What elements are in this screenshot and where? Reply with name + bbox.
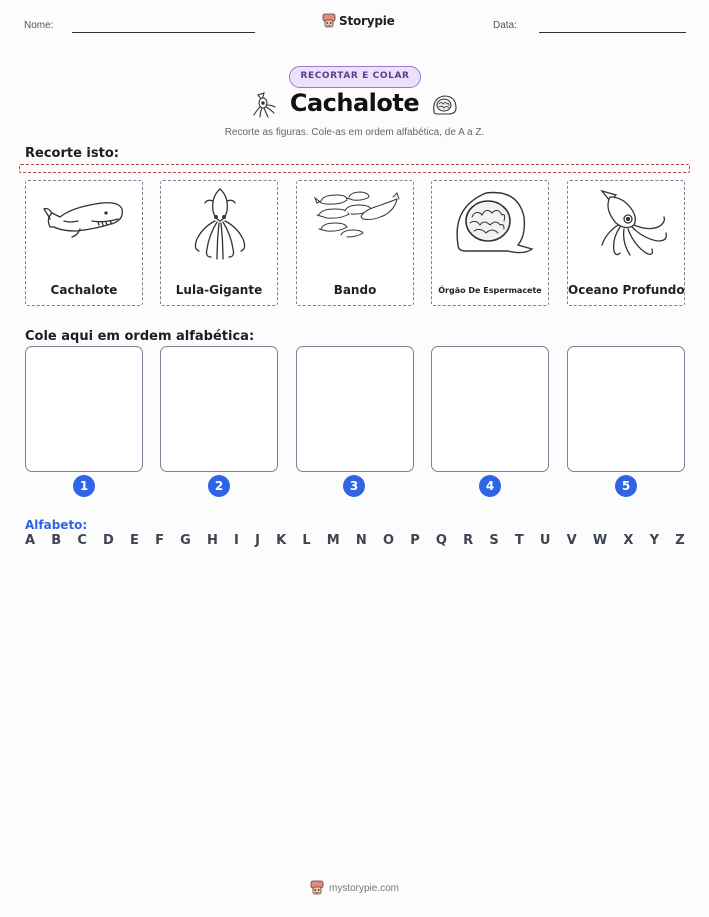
alphabet-letter: A (25, 533, 36, 548)
activity-badge: RECORTAR E COLAR (289, 66, 421, 88)
alphabet-letter: B (51, 533, 62, 548)
number-badge-1: 1 (73, 475, 95, 497)
spermaceti-title-icon (430, 92, 458, 120)
whale-pod-icon (311, 187, 401, 263)
alphabet-letter: O (382, 533, 395, 548)
paste-box-4[interactable] (431, 346, 549, 472)
alphabet-letter: S (489, 533, 499, 548)
alphabet-letter: U (539, 533, 551, 548)
card-label: Lula-Gigante (175, 283, 263, 297)
alphabet-letter: R (463, 533, 474, 548)
page-title: Cachalote (289, 89, 420, 117)
cut-line (19, 164, 690, 173)
card-label: Órgão De Espermacete (438, 286, 542, 295)
number-badge-5: 5 (615, 475, 637, 497)
card-label: Cachalote (50, 283, 118, 297)
alphabet-letter: C (77, 533, 87, 548)
alphabet-letter: N (355, 533, 367, 548)
alphabet-letter: I (234, 533, 239, 548)
cut-section-title: Recorte isto: (25, 146, 119, 161)
cutout-card-cachalote[interactable] (25, 180, 143, 306)
alphabet-row (25, 533, 685, 548)
mascot-icon (322, 13, 336, 29)
paste-box-3[interactable] (296, 346, 414, 472)
alphabet-letter: G (180, 533, 191, 548)
alphabet-letter: P (410, 533, 420, 548)
paste-box-5[interactable] (567, 346, 685, 472)
alphabet-letter: V (566, 533, 577, 548)
card-label: Bando (333, 283, 377, 297)
alphabet-letter: X (623, 533, 634, 548)
cutout-card-oceano-profundo[interactable] (567, 180, 685, 306)
alphabet-letter: E (130, 533, 139, 548)
alphabet-letter: T (514, 533, 524, 548)
footer-site[interactable]: mystorypie.com (328, 882, 399, 894)
alphabet-title: Alfabeto: (25, 518, 88, 532)
alphabet-letter: Y (649, 533, 660, 548)
alphabet-letter: Q (435, 533, 447, 548)
date-label: Data: (493, 20, 517, 31)
cutout-card-bando[interactable] (296, 180, 414, 306)
number-badge-4: 4 (479, 475, 501, 497)
name-line[interactable] (72, 32, 255, 33)
footer (0, 880, 709, 896)
mascot-icon (310, 880, 324, 896)
alphabet-letter: M (326, 533, 340, 548)
cutout-card-lula-gigante[interactable] (160, 180, 278, 306)
alphabet-letter: K (276, 533, 287, 548)
deep-ocean-squid-icon (582, 187, 672, 263)
spermaceti-organ-icon (446, 187, 536, 263)
number-badge-3: 3 (343, 475, 365, 497)
alphabet-letter: L (302, 533, 311, 548)
alphabet-letter: Z (675, 533, 685, 548)
number-badge-2: 2 (208, 475, 230, 497)
instructions: Recorte as figuras. Cole-as em ordem alfabética, de A a Z. (224, 127, 485, 138)
paste-box-2[interactable] (160, 346, 278, 472)
alphabet-letter: F (155, 533, 164, 548)
alphabet-letter: J (255, 533, 260, 548)
storypie-logo (322, 13, 395, 29)
sperm-whale-icon (40, 187, 130, 263)
alphabet-letter: H (206, 533, 218, 548)
alphabet-letter: W (592, 533, 608, 548)
paste-box-1[interactable] (25, 346, 143, 472)
giant-squid-icon (175, 187, 265, 263)
card-label: Oceano Profundo (568, 283, 685, 297)
date-line[interactable] (539, 32, 686, 33)
alphabet-letter: D (103, 533, 114, 548)
cutout-card-orgao-espermacete[interactable] (431, 180, 549, 306)
brand-name: Storypie (339, 14, 395, 28)
paste-section-title: Cole aqui em ordem alfabética: (25, 329, 255, 344)
name-label: Nome: (24, 20, 54, 31)
